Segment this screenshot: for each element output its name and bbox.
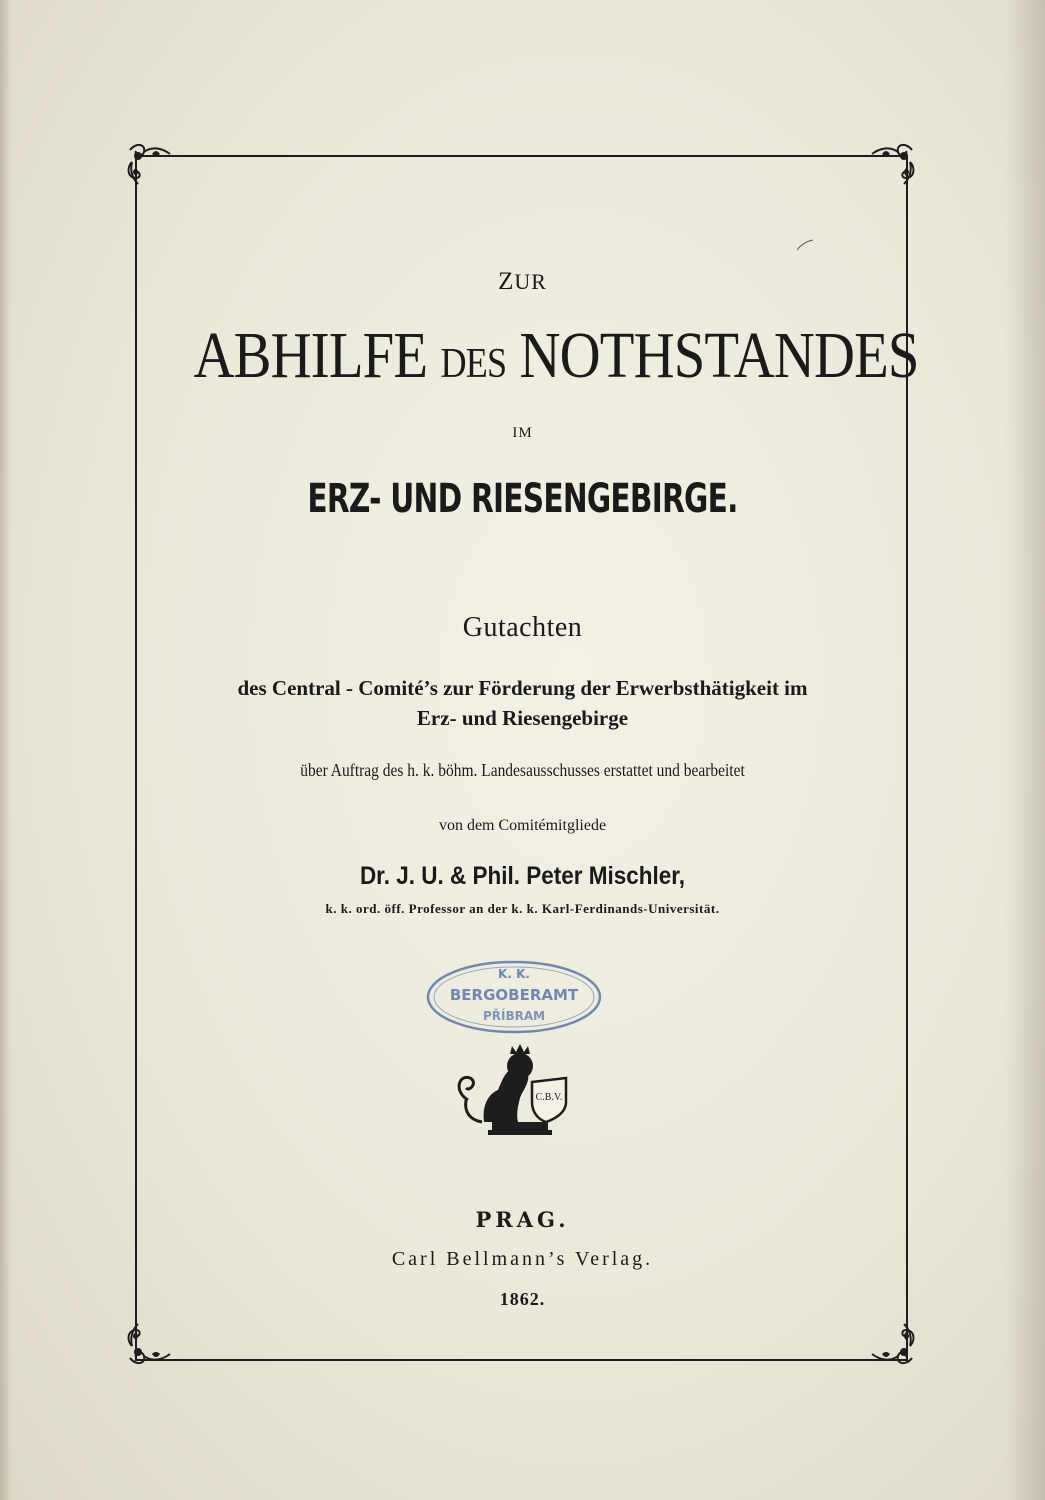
spine-shadow bbox=[1005, 0, 1045, 1500]
stamp-line-1: K. K. bbox=[498, 967, 530, 981]
description-line-2: Erz- und Riesengebirge bbox=[416, 706, 629, 730]
title-nothstandes: NOTHSTANDES bbox=[519, 319, 919, 392]
stamp-line-2: BERGOBERAMT bbox=[449, 986, 579, 1004]
pencil-mark-icon bbox=[795, 238, 815, 252]
title-zur bbox=[140, 268, 905, 296]
printer-lion-mark bbox=[448, 1040, 576, 1140]
ornament-corner-icon bbox=[868, 140, 920, 186]
ornament-corner-icon bbox=[122, 140, 174, 186]
main-title bbox=[193, 318, 919, 394]
imprint-city: PRAG. bbox=[475, 1207, 570, 1232]
author-intro: von dem Comitémitgliede bbox=[438, 817, 607, 834]
title-des: DES bbox=[440, 341, 507, 387]
library-stamp bbox=[425, 958, 603, 1036]
stamp-line-3: PŘÍBRAM bbox=[482, 1009, 546, 1023]
author-affiliation: k. k. ord. öff. Professor an der k. k. Karl-Ferdinands-Universität. bbox=[325, 901, 720, 916]
ornament-corner-icon bbox=[868, 1322, 920, 1368]
title-zur-rest: UR bbox=[514, 269, 547, 294]
imprint-year: 1862. bbox=[499, 1289, 546, 1309]
imprint-publisher: Carl Bellmann’s Verlag. bbox=[391, 1248, 654, 1270]
commission-line: über Auftrag des h. k. böhm. Landesausschusses erstattet und bearbeitet bbox=[300, 760, 745, 780]
printer-monogram: C.B.V. bbox=[535, 1092, 563, 1103]
page-edge-shadow bbox=[0, 0, 12, 1500]
author-name: Dr. J. U. & Phil. Peter Mischler, bbox=[359, 862, 686, 890]
title-abhilfe: ABHILFE bbox=[193, 319, 428, 392]
description-line-1: des Central - Comité’s zur Förderung der Erwerbsthätigkeit im bbox=[237, 676, 808, 700]
title-zur-initial: Z bbox=[498, 268, 515, 295]
title-region: ERZ- UND RIESENGEBIRGE. bbox=[307, 476, 738, 522]
subtitle-gutachten: Gutachten bbox=[462, 612, 583, 643]
ornament-corner-icon bbox=[122, 1322, 174, 1368]
title-im: IM bbox=[512, 425, 533, 441]
